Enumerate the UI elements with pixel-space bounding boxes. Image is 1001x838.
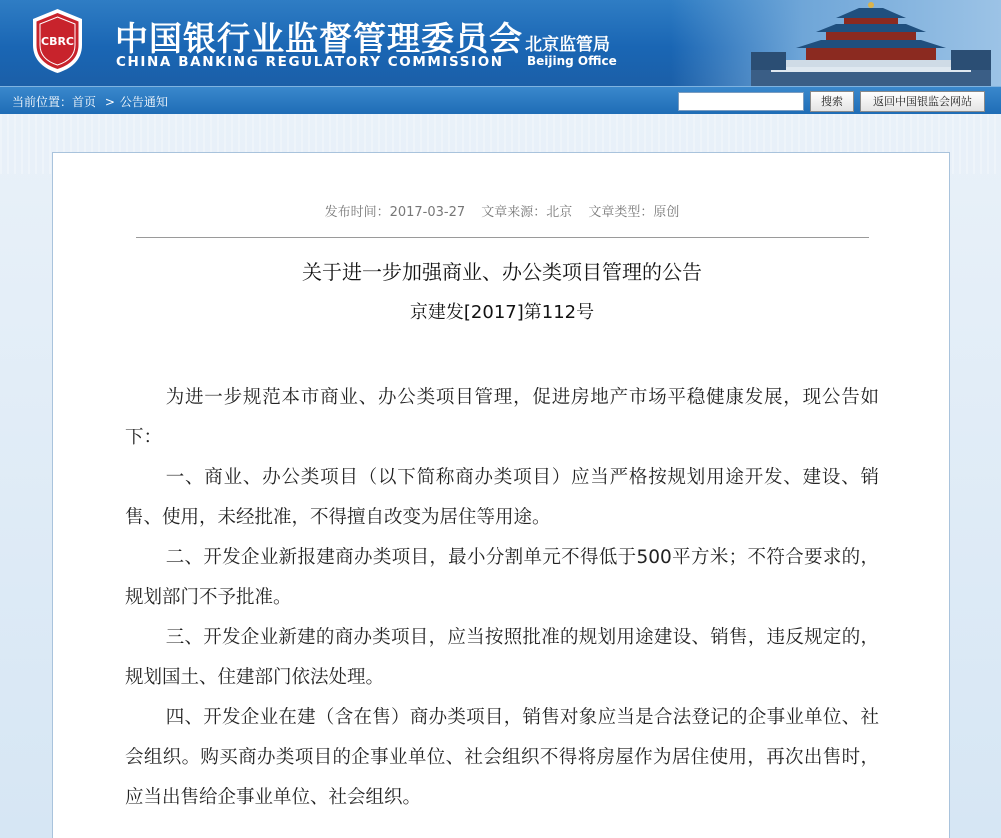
paragraph: 四、开发企业在建（含在售）商办类项目，销售对象应当是合法登记的企事业单位、社会组织。购买商办类项目的企事业单位、社会组织不得将房屋作为居住使用，再次出售时，应当出售给企事业单位、社会组织。 xyxy=(125,707,879,808)
document-number: 京建发[2017]第112号 xyxy=(409,302,595,323)
office-name-cn: 北京监管局 xyxy=(525,35,610,55)
search-input[interactable] xyxy=(678,92,804,111)
paragraph: 一、商业、办公类项目（以下简称商办类项目）应当严格按规划用途开发、建设、销售、使用，未经批准，不得擅自改变为居住等用途。 xyxy=(125,467,879,528)
logo-text: CBRC xyxy=(41,35,74,48)
breadcrumb-current-link[interactable]: 公告通知 xyxy=(119,95,168,109)
temple-of-heaven-illustration xyxy=(751,0,991,86)
article-title: 关于进一步加强商业、办公类项目管理的公告 xyxy=(302,260,702,284)
article-body xyxy=(125,378,879,818)
article-card xyxy=(52,152,950,838)
article-source: 文章来源：北京 xyxy=(481,205,573,220)
breadcrumb-label: 当前位置： xyxy=(12,95,73,109)
breadcrumb xyxy=(12,93,168,110)
site-title-cn: 中国银行业监督管理委员会 xyxy=(115,19,523,58)
breadcrumb-home-link[interactable]: 首页 xyxy=(72,95,97,109)
article-type: 文章类型：原创 xyxy=(588,205,680,220)
site-title-en: CHINA BANKING REGULATORY COMMISSION xyxy=(116,54,504,70)
breadcrumb-separator: > xyxy=(104,95,115,109)
paragraph: 二、开发企业新报建商办类项目，最小分割单元不得低于500平方米；不符合要求的，规划部门不予批准。 xyxy=(125,547,879,608)
article-meta xyxy=(53,201,951,220)
return-cbrc-site-button[interactable]: 返回中国银监会网站 xyxy=(860,91,985,112)
meta-divider xyxy=(136,237,869,238)
publish-time: 发布时间：2017-03-27 xyxy=(324,205,466,220)
paragraph: 三、开发企业新建的商办类项目，应当按照批准的规划用途建设、销售，违反规定的，规划国土、住建部门依法处理。 xyxy=(125,627,879,688)
paragraph: 为进一步规范本市商业、办公类项目管理，促进房地产市场平稳健康发展，现公告如下： xyxy=(125,387,879,448)
cbrc-logo-icon xyxy=(30,7,85,75)
nav-bar xyxy=(0,86,1001,114)
office-name-en: Beijing Office xyxy=(527,54,617,68)
search-button[interactable]: 搜索 xyxy=(810,91,854,112)
header-banner xyxy=(0,0,1001,86)
